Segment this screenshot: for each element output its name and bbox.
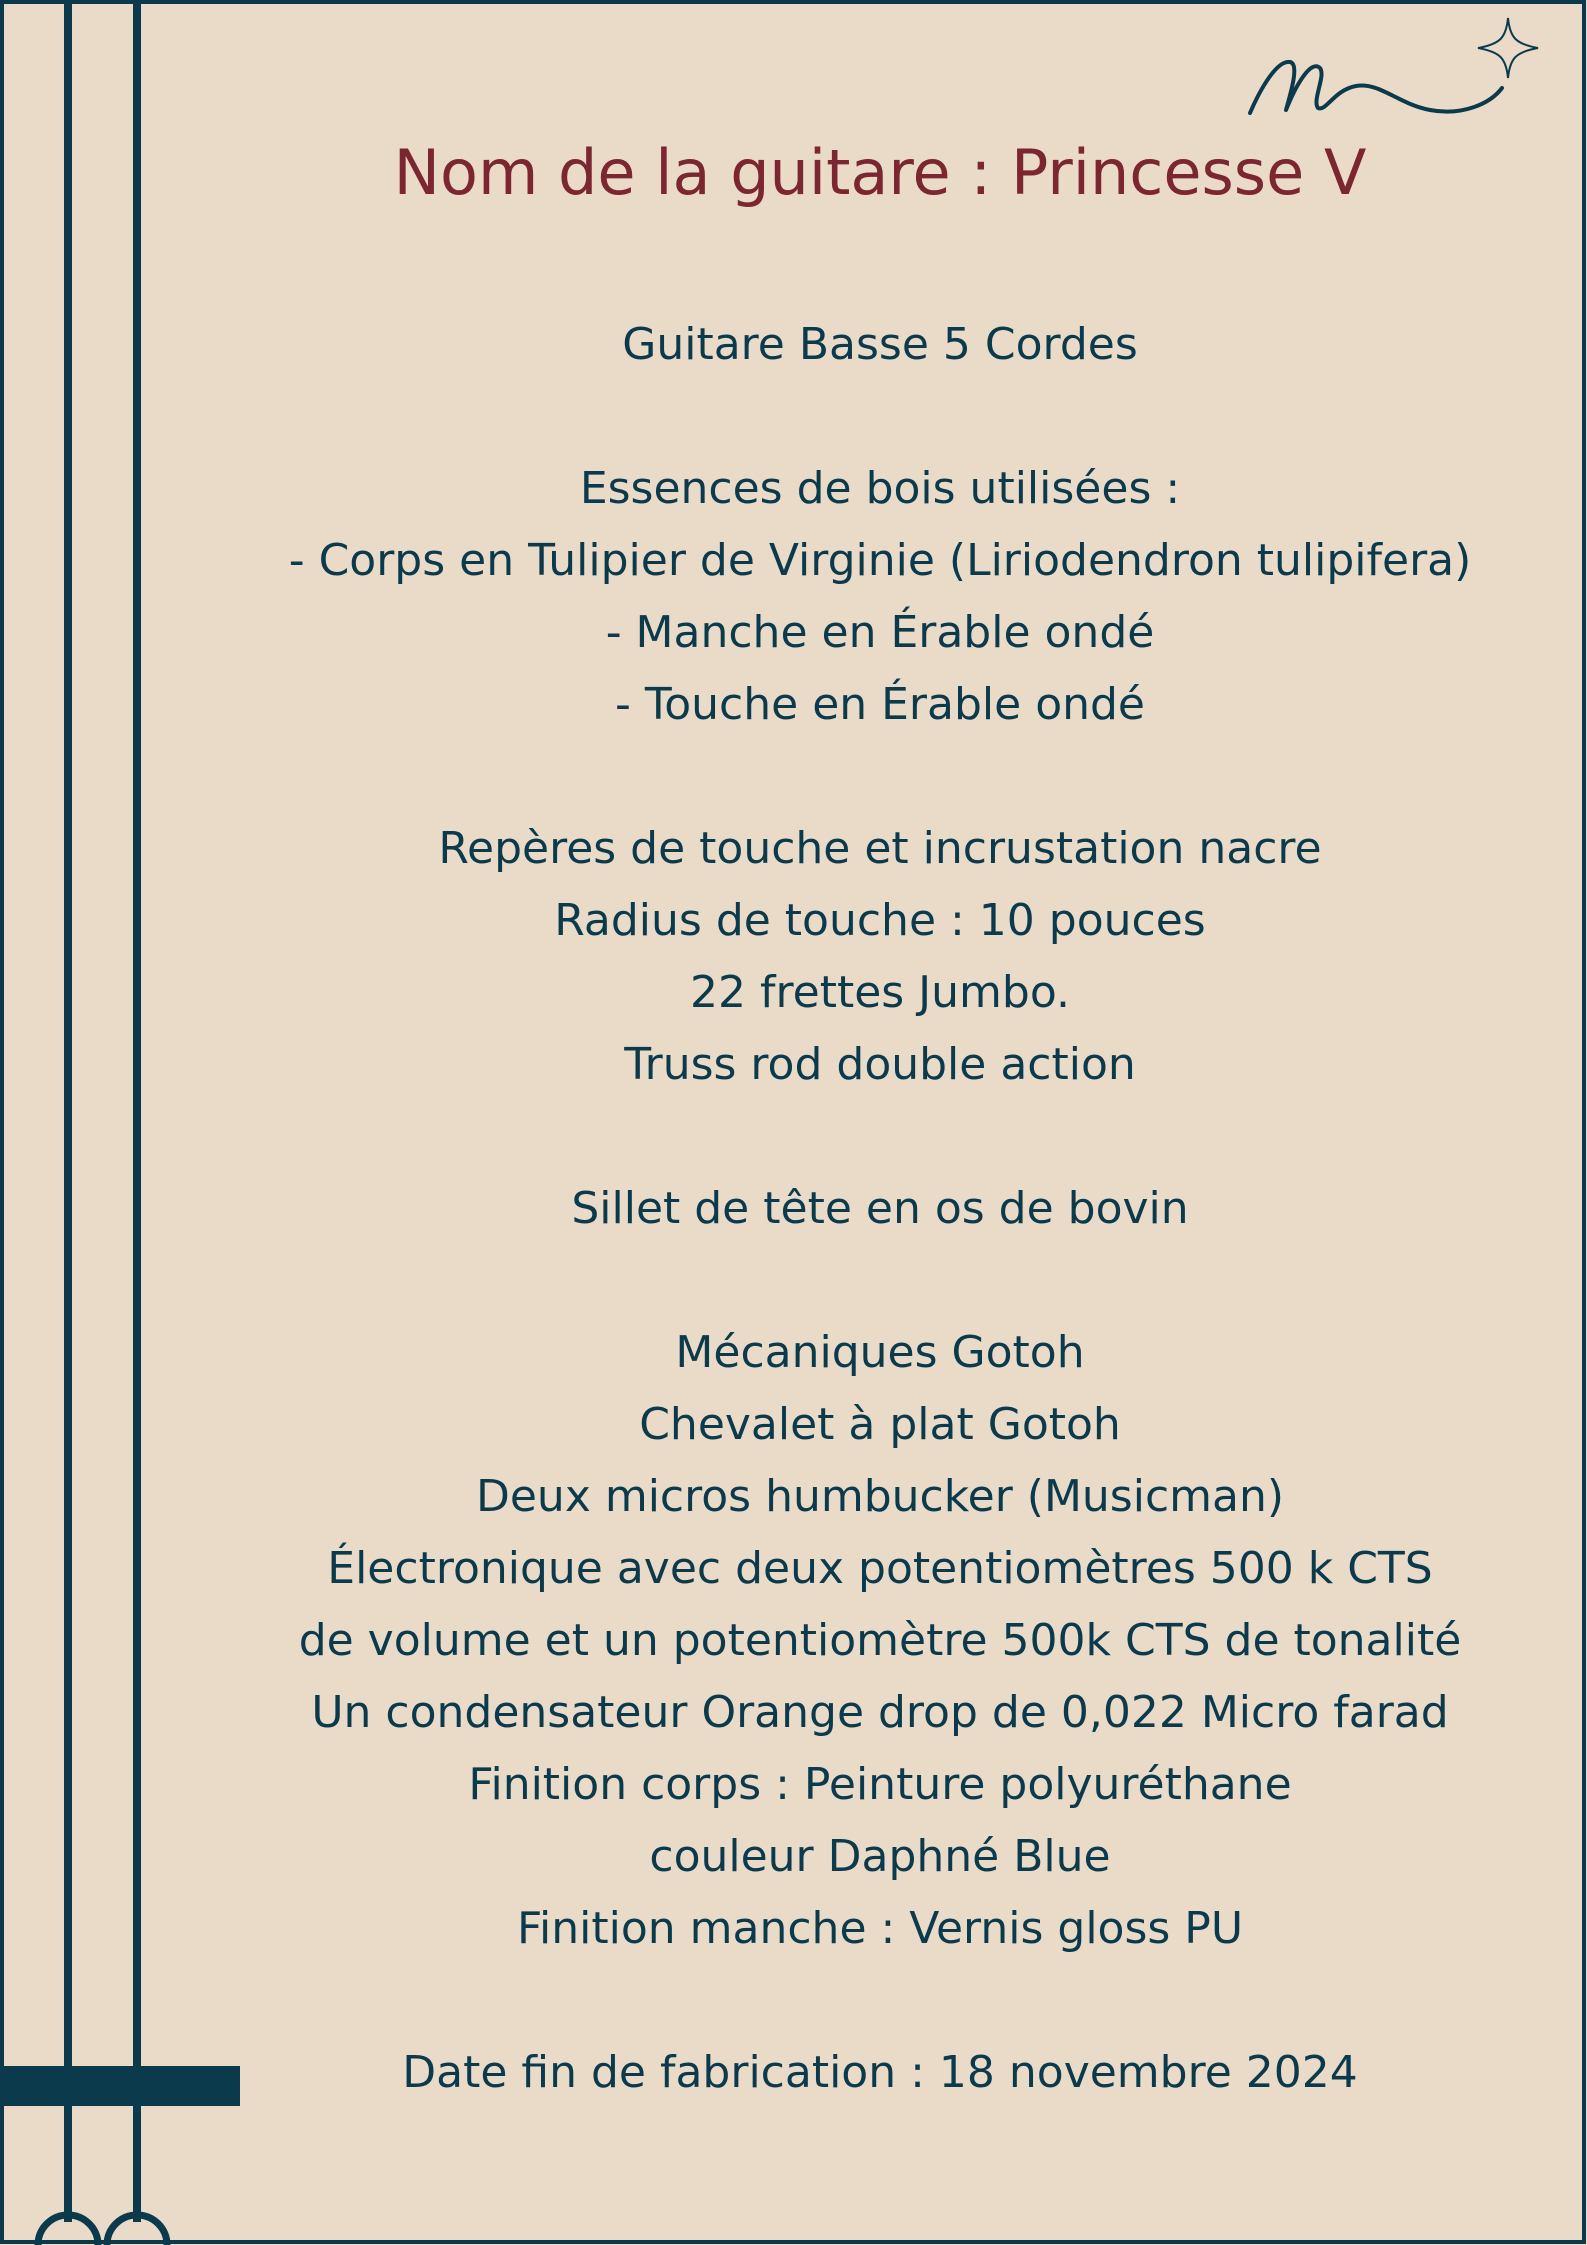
spec-line: Truss rod double action: [624, 1039, 1136, 1090]
spec-line: Un condensateur Orange drop de 0,022 Micro farad: [311, 1687, 1449, 1738]
frame-bar: [0, 2066, 240, 2106]
frame-circle-right: [107, 2215, 167, 2245]
spec-line: Sillet de tête en os de bovin: [571, 1183, 1189, 1234]
spec-line: Mécaniques Gotoh: [675, 1327, 1085, 1378]
spec-line: Repères de touche et incrustation nacre: [438, 823, 1322, 874]
spec-list: [220, 309, 1540, 2109]
spec-line: - Corps en Tulipier de Virginie (Liriodendron tulipifera): [288, 535, 1472, 586]
spec-line: Deux micros humbucker (Musicman): [475, 1471, 1285, 1522]
blank-line: [220, 1245, 1540, 1317]
spec-line: Guitare Basse 5 Cordes: [622, 319, 1138, 370]
spec-line: Radius de touche : 10 pouces: [554, 895, 1206, 946]
spec-line: couleur Daphné Blue: [649, 1831, 1111, 1882]
blank-line: [220, 1101, 1540, 1173]
spec-line: - Manche en Érable ondé: [605, 607, 1155, 658]
spec-line: 22 frettes Jumbo.: [690, 967, 1070, 1018]
spec-line: - Touche en Érable ondé: [614, 679, 1146, 730]
blank-line: [220, 741, 1540, 813]
blank-line: [220, 1965, 1540, 2037]
spec-line: Essences de bois utilisées :: [579, 463, 1181, 514]
spec-line: Date fin de fabrication : 18 novembre 2024: [402, 2047, 1358, 2098]
page-title: Nom de la guitare : Princesse V: [393, 136, 1367, 209]
signature-wave-icon: [1250, 62, 1502, 113]
spec-line: Électronique avec deux potentiomètres 500 k CTS: [327, 1543, 1433, 1594]
frame-circle-left: [38, 2215, 98, 2245]
spec-line: Finition manche : Vernis gloss PU: [516, 1903, 1244, 1954]
spec-line: de volume et un potentiomètre 500k CTS de tonalité: [298, 1615, 1462, 1666]
four-point-star-icon: [1478, 18, 1538, 78]
blank-line: [220, 381, 1540, 453]
spec-line: Finition corps : Peinture polyuréthane: [468, 1759, 1292, 1810]
spec-line: Chevalet à plat Gotoh: [639, 1399, 1121, 1450]
